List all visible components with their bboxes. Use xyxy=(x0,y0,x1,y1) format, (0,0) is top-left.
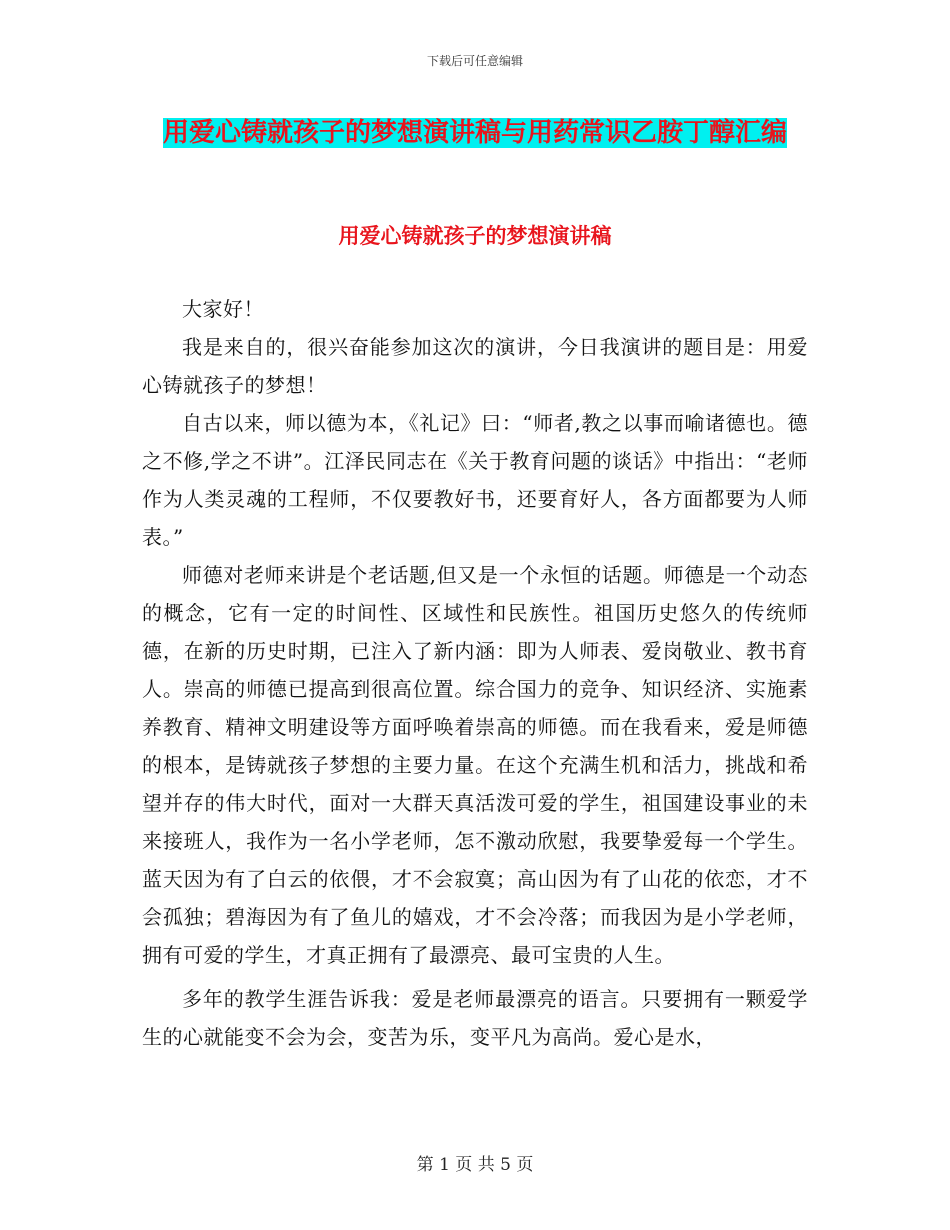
paragraph: 自古以来，师以德为本，《礼记》曰：“师者,教之以事而喻诸德也。德之不修,学之不讲”。江泽民同志在《关于教育问题的谈话》中指出：“老师作为人类灵魂的工程师，不仅要教好书，还要育好人，各方面都要为人师表。” xyxy=(142,411,808,549)
header-note: 下载后可任意编辑 xyxy=(426,54,523,68)
document-title-text: 用爱心铸就孩子的梦想演讲稿与用药常识乙胺丁醇汇编 xyxy=(162,118,787,148)
paragraph: 多年的教学生涯告诉我：爱是老师最漂亮的语言。只要拥有一颗爱学生的心就能变不会为会，变苦为乐，变平凡为高尚。爱心是水， xyxy=(142,987,808,1049)
page-number: 第 1 页 共 5 页 xyxy=(416,1155,534,1175)
paragraph: 大家好！ xyxy=(182,297,264,321)
document-body xyxy=(142,290,808,1056)
document-title xyxy=(140,110,810,156)
paragraph: 师德对老师来讲是个老话题,但又是一个永恒的话题。师德是一个动态的概念，它有一定的时间性、区域性和民族性。祖国历史悠久的传统师德，在新的历史时期，已注入了新内涵：即为人师表、爱岗敬业、教书育人。崇高的师德已提高到很高位置。综合国力的竞争、知识经济、实施素养教育、精神文明建设等方面呼唤着崇高的师德。而在我看来，爱是师德的根本，是铸就孩子梦想的主要力量。在这个充满生机和活力，挑战和希望并存的伟大时代，面对一大群天真活泼可爱的学生，祖国建设事业的未来接班人，我作为一名小学老师，怎不激动欣慰，我要挚爱每一个学生。蓝天因为有了白云的依偎，才不会寂寞；高山因为有了山花的依恋，才不会孤独；碧海因为有了鱼儿的嬉戏，才不会冷落；而我因为是小学老师，拥有可爱的学生，才真正拥有了最漂亮、最可宝贵的人生。 xyxy=(142,563,808,967)
paragraph: 我是来自的，很兴奋能参加这次的演讲，今日我演讲的题目是：用爱心铸就孩子的梦想！ xyxy=(142,335,808,397)
section-title: 用爱心铸就孩子的梦想演讲稿 xyxy=(338,223,612,248)
